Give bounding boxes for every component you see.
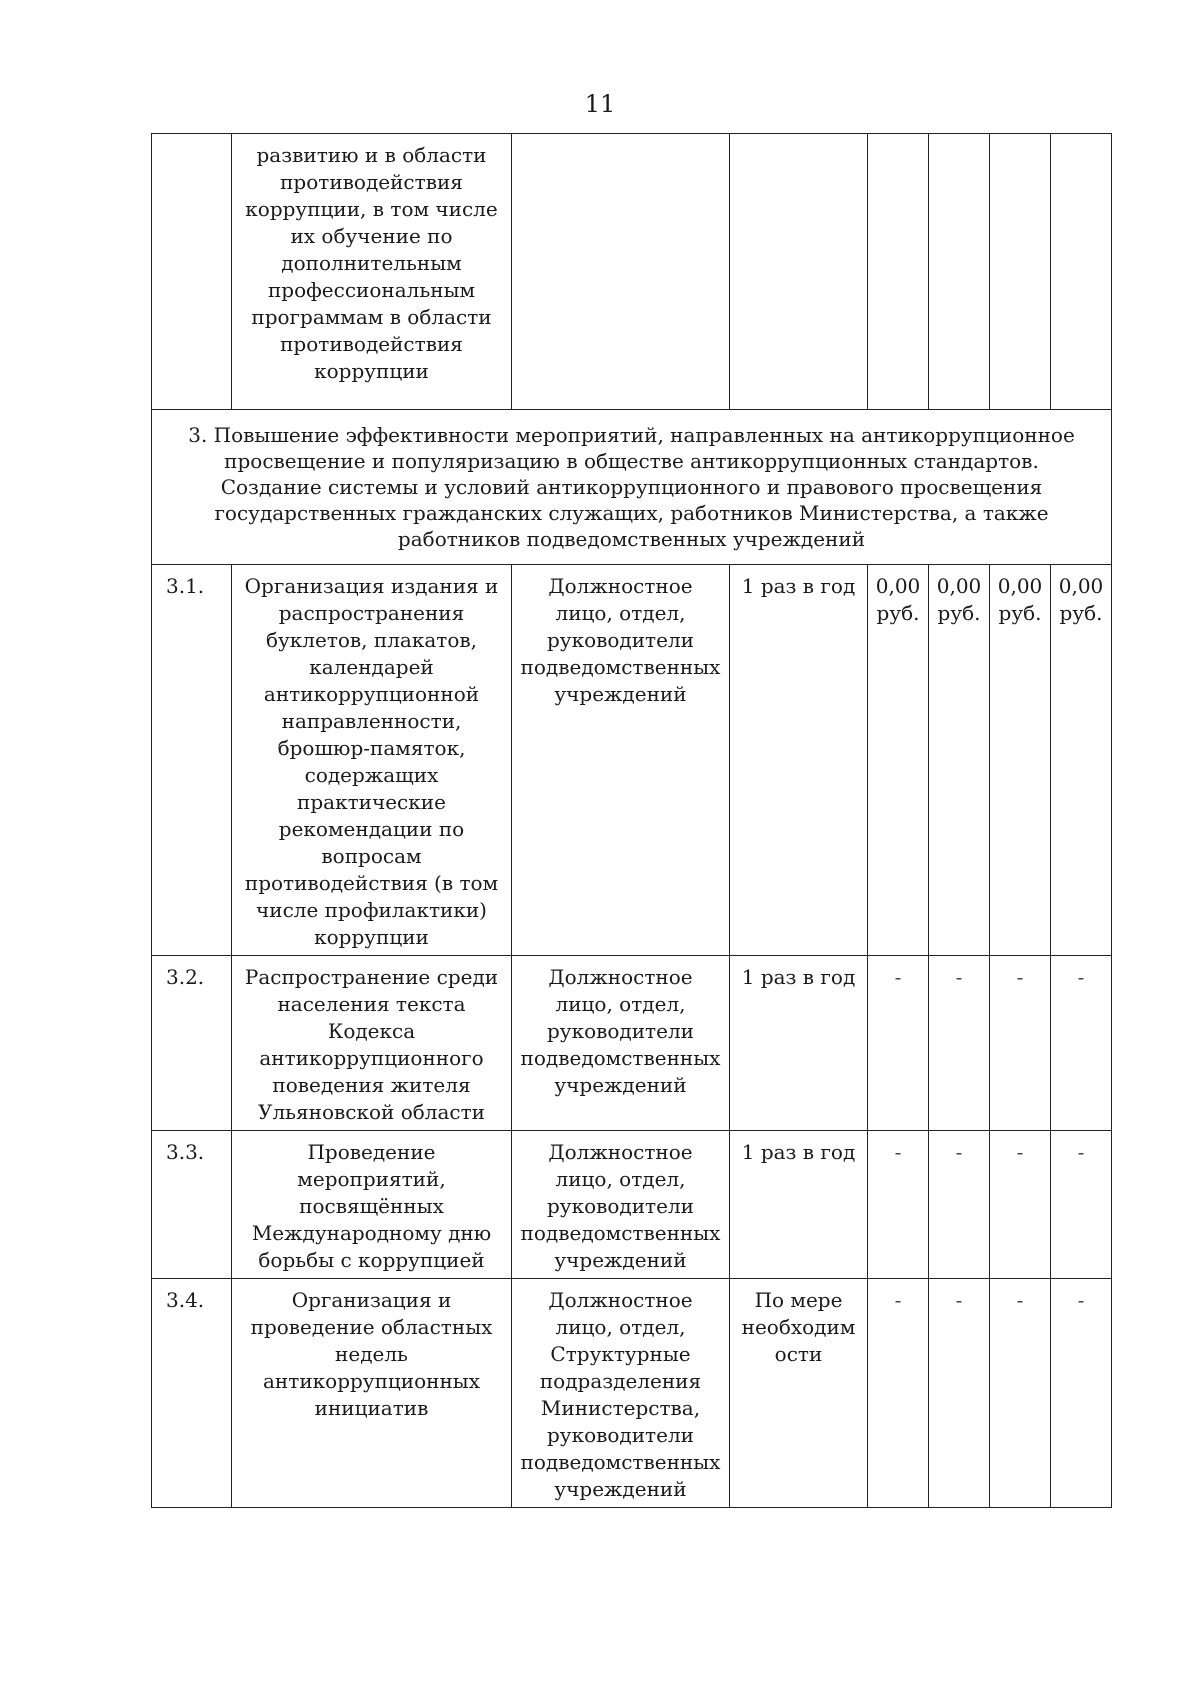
funding-cell: - (1051, 1279, 1112, 1508)
funding-cell: - (1051, 1131, 1112, 1279)
funding-cell (1051, 134, 1112, 410)
funding-cell: - (929, 1279, 990, 1508)
page-number: 11 (584, 90, 616, 118)
anticorruption-plan-table (151, 133, 1112, 1508)
funding-cell: - (990, 1131, 1051, 1279)
responsible-cell: Должностное лицо, отдел, руководители подведомственных учреждений (512, 565, 730, 956)
activity-cell: Организация и проведение областных недель антикоррупционных инициатив (232, 1279, 512, 1508)
section-heading-row (152, 410, 1112, 565)
responsible-cell (512, 134, 730, 410)
activity-cell: Распространение среди населения текста Кодекса антикоррупционного поведения жителя Ульяновской области (232, 956, 512, 1131)
funding-cell: 0,00 руб. (1051, 565, 1112, 956)
deadline-cell: 1 раз в год (730, 1131, 868, 1279)
table-row (152, 1131, 1112, 1279)
row-number-cell: 3.3. (152, 1131, 232, 1279)
responsible-cell: Должностное лицо, отдел, руководители подведомственных учреждений (512, 1131, 730, 1279)
funding-cell: - (929, 956, 990, 1131)
funding-cell (929, 134, 990, 410)
row-number-cell: 3.1. (152, 565, 232, 956)
funding-cell (868, 134, 929, 410)
funding-cell: 0,00 руб. (990, 565, 1051, 956)
table-row-continuation (152, 134, 1112, 410)
funding-cell: 0,00 руб. (868, 565, 929, 956)
row-number-cell: 3.4. (152, 1279, 232, 1508)
table-row (152, 956, 1112, 1131)
activity-cell: Проведение мероприятий, посвящённых Международному дню борьбы с коррупцией (232, 1131, 512, 1279)
row-number-cell (152, 134, 232, 410)
funding-cell: - (868, 1131, 929, 1279)
responsible-cell: Должностное лицо, отдел, Структурные подразделения Министерства, руководители подведомственных учреждений (512, 1279, 730, 1508)
deadline-cell: 1 раз в год (730, 956, 868, 1131)
deadline-cell: По мере необходим ости (730, 1279, 868, 1508)
activity-cell: Организация издания и распространения буклетов, плакатов, календарей антикоррупционной направленности, брошюр-памяток, содержащих практические рекомендации по вопросам противодействия (в том числе профилактики) коррупции (232, 565, 512, 956)
responsible-cell: Должностное лицо, отдел, руководители подведомственных учреждений (512, 956, 730, 1131)
table-row (152, 1279, 1112, 1508)
row-number-cell: 3.2. (152, 956, 232, 1131)
funding-cell: 0,00 руб. (929, 565, 990, 956)
funding-cell: - (990, 1279, 1051, 1508)
section-heading: 3. Повышение эффективности мероприятий, направленных на антикоррупционное просвещение и популяризацию в обществе антикоррупционных стандартов. Создание системы и условий антикоррупционного и правового просвещения государственных гражданских служащих, работников Министерства, а также работников подведомственных учреждений (152, 410, 1112, 565)
deadline-cell (730, 134, 868, 410)
deadline-cell: 1 раз в год (730, 565, 868, 956)
funding-cell: - (1051, 956, 1112, 1131)
table-row (152, 565, 1112, 956)
funding-cell: - (868, 956, 929, 1131)
funding-cell: - (929, 1131, 990, 1279)
funding-cell (990, 134, 1051, 410)
funding-cell: - (990, 956, 1051, 1131)
activity-cell: развитию и в области противодействия коррупции, в том числе их обучение по дополнительным профессиональным программам в области противодействия коррупции (232, 134, 512, 410)
funding-cell: - (868, 1279, 929, 1508)
